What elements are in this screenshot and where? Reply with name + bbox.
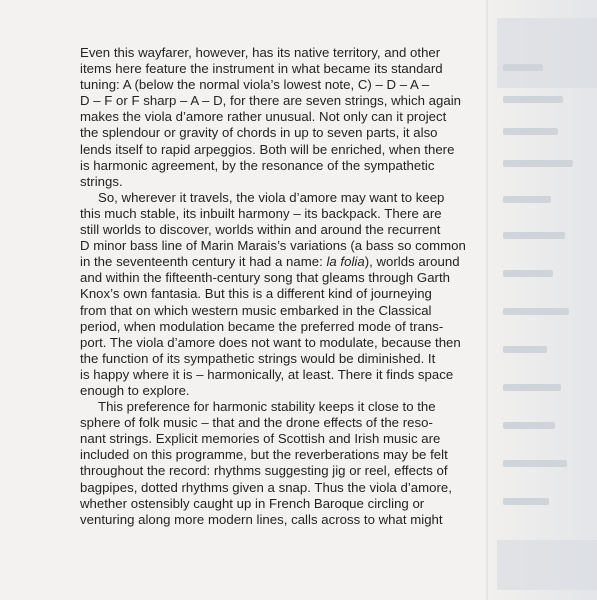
text-line: enough to explore. <box>80 382 190 398</box>
faded-band <box>497 540 597 590</box>
text-line: is happy where it is – harmonically, at least. There it finds space <box>80 366 454 382</box>
text-line: the splendour or gravity of chords in up to seven parts, it also <box>80 125 438 141</box>
text-line: lends itself to rapid arpeggios. Both will be enriched, when there <box>80 141 455 157</box>
text-line: Knox’s own fantasia. But this is a different kind of journeying <box>80 286 432 302</box>
text-line: whether ostensibly caught up in French Baroque circling or <box>80 495 425 511</box>
faded-text-line <box>503 64 543 71</box>
text-line: port. The viola d’amore does not want to modulate, because then <box>80 334 461 350</box>
text-line: Even this wayfarer, however, has its native territory, and other <box>80 45 441 60</box>
text-line: bagpipes, dotted rhythms given a snap. Thus the viola d’amore, <box>80 479 452 495</box>
text-line: D – F or F sharp – A – D, for there are seven strings, which again <box>80 93 462 109</box>
faded-text-line <box>503 422 555 429</box>
faded-text-line <box>503 384 561 391</box>
faded-text-line <box>503 232 565 239</box>
body-text <box>80 45 488 528</box>
faded-text-line <box>503 96 563 103</box>
text-line-with-italic <box>80 254 488 270</box>
text-line: included on this programme, but the reverberations may be felt <box>80 447 448 463</box>
text-line: the function of its sympathetic strings would be diminished. It <box>80 350 436 366</box>
text-line: and within the fifteenth-century song that gleams through Garth <box>80 270 450 286</box>
text-line: This preference for harmonic stability keeps it close to the <box>98 399 436 415</box>
faded-text-line <box>503 460 567 467</box>
adjacent-page-edge <box>489 0 597 600</box>
text-line: nant strings. Explicit memories of Scottish and Irish music are <box>80 431 441 447</box>
text-line: strings. <box>80 173 123 189</box>
text-line: still worlds to discover, worlds within and around the recurrent <box>80 222 441 238</box>
text-line: items here feature the instrument in what became its standard <box>80 61 443 77</box>
faded-text-line <box>503 308 569 315</box>
faded-text-line <box>503 128 558 135</box>
faded-band <box>497 18 597 88</box>
faded-text-line <box>503 270 553 277</box>
text-line: period, when modulation became the preferred mode of trans- <box>80 318 444 334</box>
text-line: this much stable, its inbuilt harmony – its backpack. There are <box>80 205 442 221</box>
text-segment: ), worlds around <box>364 254 460 270</box>
text-line: venturing along more modern lines, calls across to what might <box>80 511 443 527</box>
text-segment: in the seventeenth century it had a name: <box>80 254 327 270</box>
faded-text-line <box>503 196 551 203</box>
text-line: tuning: A (below the normal viola’s lowest note, C) – D – A – <box>80 77 430 93</box>
faded-text-line <box>503 498 549 505</box>
text-line: throughout the record: rhythms suggesting jig or reel, effects of <box>80 463 448 479</box>
faded-text-line <box>503 160 573 167</box>
text-line: from that on which western music embarked in the Classical <box>80 302 432 318</box>
text-line: D minor bass line of Marin Marais’s variations (a bass so common <box>80 238 466 254</box>
text-line: sphere of folk music – that and the drone effects of the reso- <box>80 415 433 431</box>
text-line: makes the viola d’amore rather unusual. Not only can it project <box>80 109 447 125</box>
text-line: is harmonic agreement, by the resonance of the sympathetic <box>80 157 435 173</box>
text-line: So, wherever it travels, the viola d’amore may want to keep <box>98 189 445 205</box>
italic-phrase: la folia <box>326 254 365 270</box>
faded-text-line <box>503 346 547 353</box>
